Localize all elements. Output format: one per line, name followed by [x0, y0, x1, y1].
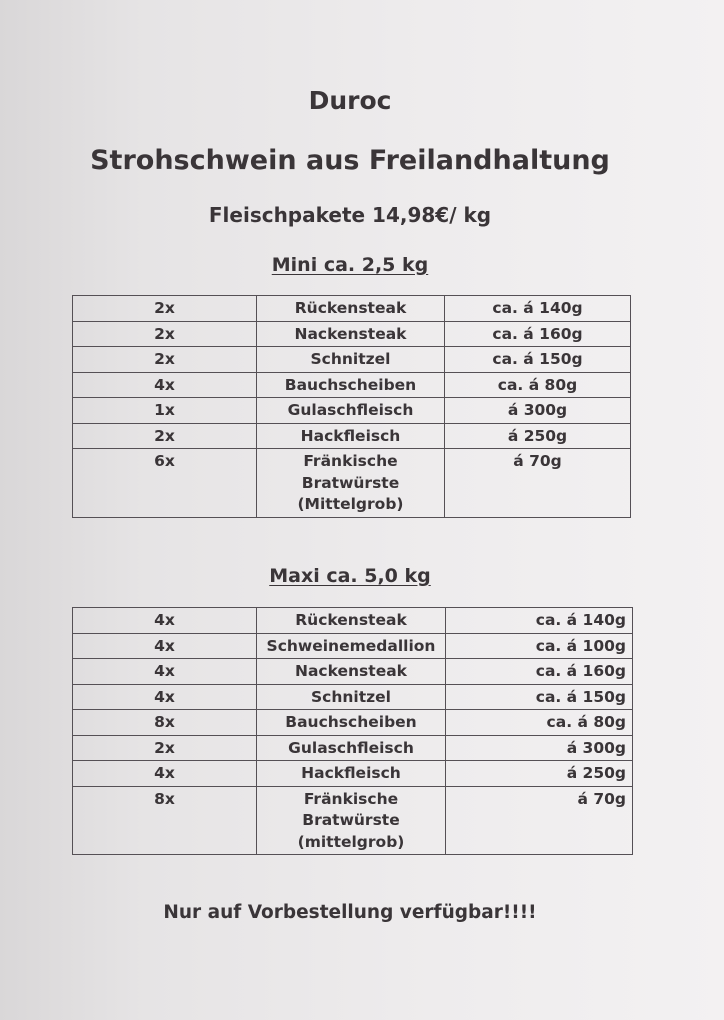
- item-cell: Gulaschfleisch: [257, 735, 446, 761]
- weight-cell: ca. á 80g: [445, 372, 631, 398]
- item-cell: Rückensteak: [257, 296, 445, 322]
- quantity-cell: 2x: [73, 735, 257, 761]
- item-cell: Bauchscheiben: [257, 710, 446, 736]
- item-cell: Fränkische Bratwürste (mittelgrob): [257, 786, 446, 855]
- quantity-cell: 4x: [73, 608, 257, 634]
- table-row: [73, 735, 633, 761]
- item-cell: Bauchscheiben: [257, 372, 445, 398]
- quantity-cell: 8x: [73, 786, 257, 855]
- table-row: [73, 321, 631, 347]
- maxi-package-heading: Maxi ca. 5,0 kg: [269, 565, 431, 587]
- table-row: [73, 633, 633, 659]
- table-row: [73, 296, 631, 322]
- quantity-cell: 2x: [73, 347, 257, 373]
- table-row: [73, 372, 631, 398]
- weight-cell: á 70g: [446, 786, 633, 855]
- item-cell: Gulaschfleisch: [257, 398, 445, 424]
- quantity-cell: 1x: [73, 398, 257, 424]
- weight-cell: ca. á 140g: [445, 296, 631, 322]
- table-row: [73, 684, 633, 710]
- breed-title: Duroc: [308, 86, 392, 115]
- price-line: Fleischpakete 14,98€/ kg: [208, 203, 492, 227]
- item-cell: Nackensteak: [257, 321, 445, 347]
- quantity-cell: 4x: [73, 684, 257, 710]
- table-row: [73, 423, 631, 449]
- quantity-cell: 6x: [73, 449, 257, 518]
- weight-cell: ca. á 150g: [446, 684, 633, 710]
- item-cell: Nackensteak: [257, 659, 446, 685]
- table-row: [73, 449, 631, 518]
- item-cell: Schnitzel: [257, 684, 446, 710]
- weight-cell: ca. á 150g: [445, 347, 631, 373]
- item-cell: Schnitzel: [257, 347, 445, 373]
- quantity-cell: 4x: [73, 633, 257, 659]
- item-cell: Fränkische Bratwürste (Mittelgrob): [257, 449, 445, 518]
- quantity-cell: 8x: [73, 710, 257, 736]
- quantity-cell: 4x: [73, 372, 257, 398]
- weight-cell: ca. á 80g: [446, 710, 633, 736]
- table-row: [73, 786, 633, 855]
- item-cell: Hackfleisch: [257, 761, 446, 787]
- weight-cell: á 70g: [445, 449, 631, 518]
- weight-cell: á 250g: [446, 761, 633, 787]
- quantity-cell: 4x: [73, 761, 257, 787]
- table-row: [73, 710, 633, 736]
- weight-cell: á 300g: [446, 735, 633, 761]
- mini-package-heading: Mini ca. 2,5 kg: [271, 254, 429, 276]
- quantity-cell: 2x: [73, 423, 257, 449]
- quantity-cell: 2x: [73, 321, 257, 347]
- weight-cell: á 300g: [445, 398, 631, 424]
- item-cell: Hackfleisch: [257, 423, 445, 449]
- table-row: [73, 347, 631, 373]
- maxi-package-table: [72, 607, 633, 855]
- weight-cell: ca. á 100g: [446, 633, 633, 659]
- mini-package-table: [72, 295, 631, 518]
- weight-cell: á 250g: [445, 423, 631, 449]
- product-title: Strohschwein aus Freilandhaltung: [90, 145, 610, 176]
- table-row: [73, 659, 633, 685]
- weight-cell: ca. á 140g: [446, 608, 633, 634]
- table-row: [73, 761, 633, 787]
- weight-cell: ca. á 160g: [445, 321, 631, 347]
- table-row: [73, 398, 631, 424]
- table-row: [73, 608, 633, 634]
- weight-cell: ca. á 160g: [446, 659, 633, 685]
- item-cell: Rückensteak: [257, 608, 446, 634]
- item-cell: Schweinemedallion: [257, 633, 446, 659]
- quantity-cell: 4x: [73, 659, 257, 685]
- quantity-cell: 2x: [73, 296, 257, 322]
- preorder-note: Nur auf Vorbestellung verfügbar!!!!: [163, 902, 537, 923]
